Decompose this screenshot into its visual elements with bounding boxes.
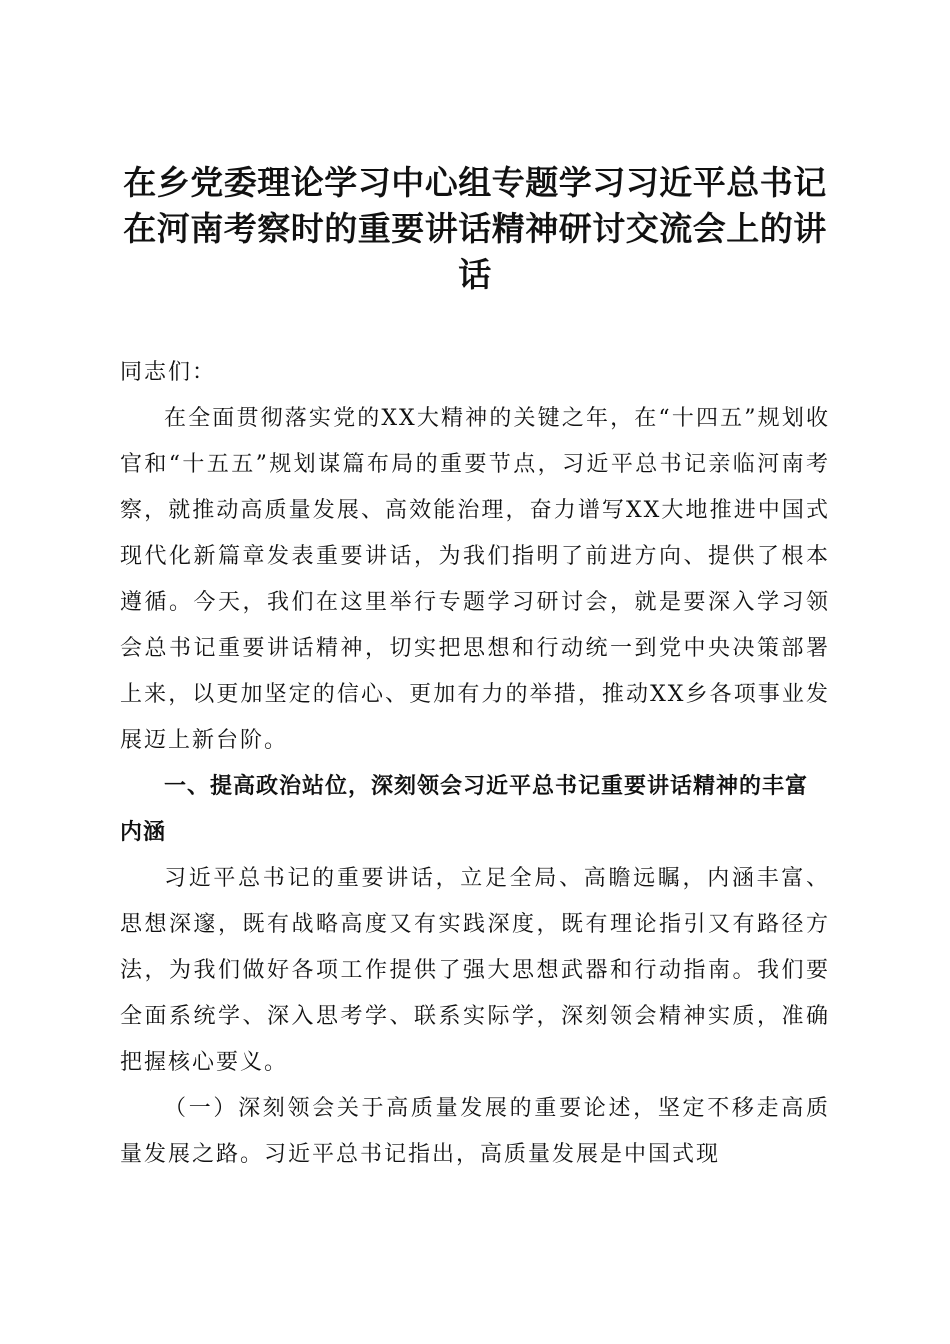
section-1-paragraph: 习近平总书记的重要讲话，立足全局、高瞻远瞩，内涵丰富、思想深邃，既有战略高度又有实践深度，既有理论指引又有路径方法，为我们做好各项工作提供了强大思想武器和行动指南。我们要全面系统学、深入思考学、联系实际学，深刻领会精神实质，准确把握核心要义。 <box>120 866 830 1075</box>
document-title: 在乡党委理论学习中心组专题学习习近平总书记在河南考察时的重要讲话精神研讨交流会上的讲话 <box>123 163 827 294</box>
subsection-1-paragraph: （一）深刻领会关于高质量发展的重要论述，坚定不移走高质量发展之路。习近平总书记指出，高质量发展是中国式现 <box>120 1096 830 1167</box>
intro-paragraph: 在全面贯彻落实党的XX大精神的关键之年，在“十四五”规划收官和“十五五”规划谋篇布局的重要节点，习近平总书记亲临河南考察，就推动高质量发展、高效能治理，奋力谱写XX大地推进中国式现代化新篇章发表重要讲话，为我们指明了前进方向、提供了根本遵循。今天，我们在这里举行专题学习研讨会，就是要深入学习领会总书记重要讲话精神，切实把思想和行动统一到党中央决策部署上来，以更加坚定的信心、更加有力的举措，推动XX乡各项事业发展迈上新台阶。 <box>120 406 830 753</box>
document-page <box>120 160 830 1178</box>
section-heading-1: 一、提高政治站位，深刻领会习近平总书记重要讲话精神的丰富内涵 <box>120 774 809 845</box>
salutation: 同志们： <box>120 360 217 385</box>
